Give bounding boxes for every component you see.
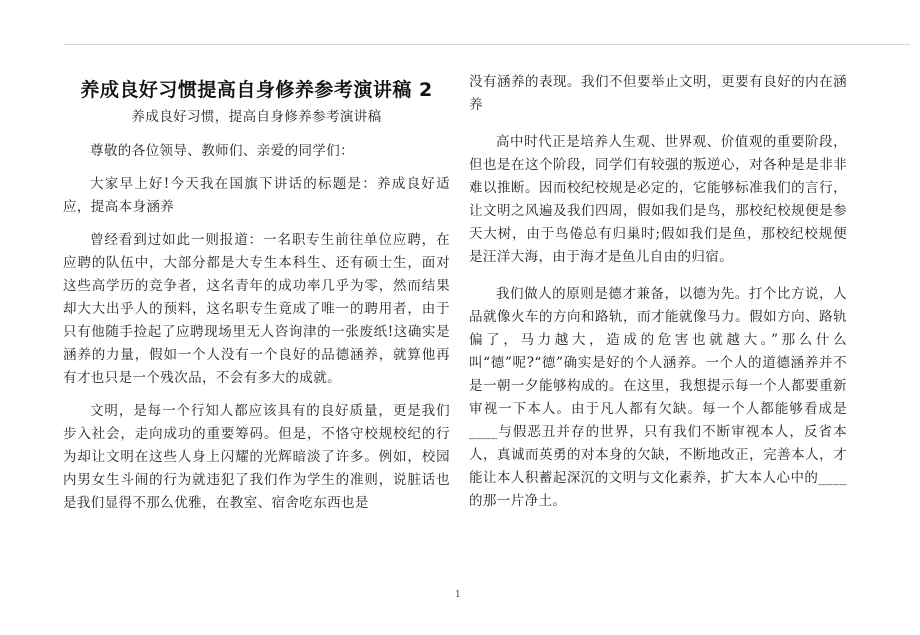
body-paragraph: 高中时代正是培养人生观、世界观、价值观的重要阶段，但也是在这个阶段，同学们有较强的叛逆心，对各种是是非非难以推断。因而校纪校规是必定的，它能够标准我们的言行，让文明之风遍及我们四周，假如我们是鸟，那校纪校规便是参天大树，由于鸟倦总有归巢时;假如我们是鱼，那校纪校规便是汪洋大海，由于海才是鱼儿自由的归宿。 — [469, 134, 847, 265]
document-subtitle: 养成良好习惯，提高自身修养参考演讲稿 — [131, 109, 382, 125]
right-column — [469, 71, 847, 513]
left-column — [63, 78, 450, 515]
body-paragraph: 我们做人的原则是德才兼备，以德为先。打个比方说，人品就像火车的方向和路轨，而才能就像马力。假如方向、路轨偏了，马力越大，造成的危害也就越大。”那么什么叫“德”呢?“德”确实是好的个人涵养。一个人的道德涵养并不是一朝一夕能够构成的。在这里，我想提示每一个人都要重新审视一下本人。由于凡人都有欠缺。每一个人都能够看成是____与假恶丑并存的世界，只有我们不断审视本人，反省本人，真诚而英勇的对本身的欠缺，不断地改正，完善本人，才能让本人积蓄起深沉的文明与文化素养，扩大本人心中的____的那一片净土。 — [469, 286, 847, 509]
document-title: 养成良好习惯提高自身修养参考演讲稿 2 — [80, 79, 433, 101]
continued-paragraph: 没有涵养的表现。我们不但要举止文明，更要有良好的内在涵养 — [469, 74, 847, 113]
body-paragraph: 曾经看到过如此一则报道：一名职专生前往单位应聘，在应聘的队伍中，大部分都是大专生本科生、还有硕士生，面对这些高学历的竞争者，这名青年的成功率几乎为零，然而结果却大大出乎人的预料，这名职专生竟成了唯一的聘用者，由于只有他随手捡起了应聘现场里无人咨询津的一张废纸!这确实是涵养的力量，假如一个人没有一个良好的品德涵养，就算他再有才也只是一个残次品，不会有多大的成就。 — [63, 232, 450, 386]
salutation-paragraph: 尊敬的各位领导、教师们、亲爱的同学们： — [90, 143, 355, 159]
header-rule — [64, 44, 910, 45]
greeting-paragraph: 大家早上好!今天我在国旗下讲话的标题是：养成良好适应，提高本身涵养 — [63, 176, 450, 215]
body-paragraph: 文明，是每一个行知人都应该具有的良好质量，更是我们步入社会，走向成功的重要筹码。但是，不恪守校规校纪的行为却让文明在这些人身上闪耀的光辉暗淡了许多。例如，校园内男女生斗闹的行为就违犯了我们作为学生的准则，说脏话也是我们显得不那么优雅，在教室、宿舍吃东西也是 — [63, 403, 450, 511]
page-number: 1 — [455, 590, 461, 600]
